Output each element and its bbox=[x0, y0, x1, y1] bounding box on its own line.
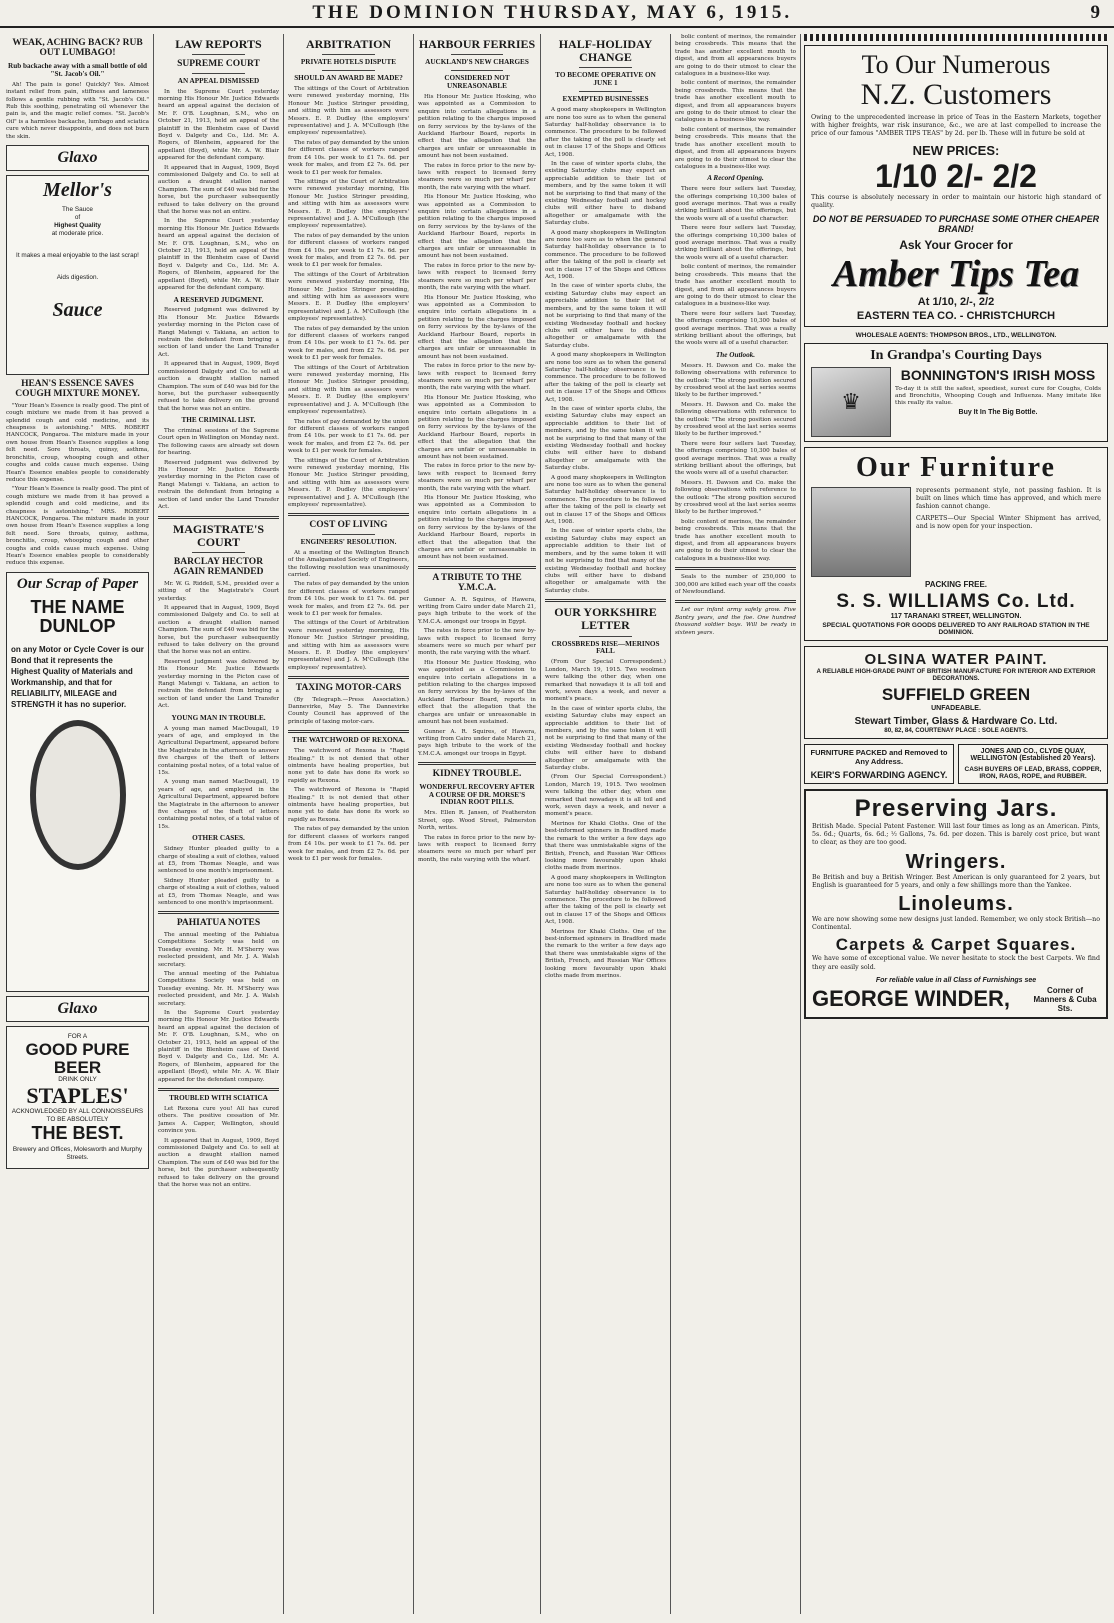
article-para: It appeared that in August, 1909, Boyd commissioned Dalgety and Co. to sell at auction a draught stallion named Champion. The sum of £40 was bid for the horse, but the purchaser subsequently refused to take delivery on the ground that the horse was not an entire. bbox=[158, 361, 279, 412]
hean-headline: HEAN'S ESSENCE SAVES COUGH MIXTURE MONEY. bbox=[15, 378, 140, 400]
article-para: In the case of winter sports clubs, the existing Saturday clubs may expect an appreciable addition to their list of members, and by the same token it will not be surprising to find that many of the existing Wednesday football and hockey clubs will either have to disband altogether or amalgamate with the Saturday clubs. bbox=[545, 283, 666, 349]
article-para: His Honour Mr. Justice Hosking, who was appointed as a Commission to enquire into certain allegations in a petition relating to the charges imposed on ferry services by the by-laws of the Auckland Harbour Board, reports in effect that the allegation that the charges are unfair or unreasonable in amount has not been sustained. bbox=[418, 659, 536, 726]
dunlop-ad bbox=[6, 572, 149, 992]
article-para: The watchword of Rexona is "Rapid Healing." It is not denied that other ointments have healing properties, but none yet to date has done its work so rapidly as Rexona. bbox=[288, 748, 409, 784]
article-head: COST OF LIVING bbox=[309, 520, 388, 531]
article-para: The rates in force prior to the new by-laws with respect to licensed ferry steamers were so much per wharf per month, the rate varying with the wharf. bbox=[418, 628, 536, 657]
article-para: In the case of winter sports clubs, the existing Saturday clubs may expect an appreciable addition to their list of members, and by the same token it will not be surprising to find that many of the existing Wednesday football and hockey clubs will either have to disband altogether or amalgamate with the Saturday clubs. bbox=[545, 405, 666, 472]
article-para: Gunner A. R. Squires, of Hawera, writing from Cairo under date March 21, pays high tribute to the work of the Y.M.C.A. amongst our troops in Egypt. bbox=[418, 596, 536, 625]
ad-body: British Made. Special Patent Fastener. Will last four times as long as an American. Pints, 5s. 6d.; Quarts, 6s. 6d.; ½ Gallons, 7s. 6d. per dozen. This is barely cost price, but want to clear, as they are too good. bbox=[812, 823, 1100, 847]
article-para: A good many shopkeepers in Wellington are none too sure as to when the general Saturday half-holiday observance is to commence. The procedure to be followed after the taking of the poll is clearly set out in clause 17 of the Shops and Offices Act, 1908. bbox=[545, 107, 666, 158]
article-head: EXEMPTED BUSINESSES bbox=[562, 95, 649, 104]
article-para: A good many shopkeepers in Wellington are none too sure as to when the general Saturday half-holiday observance is to commence. The procedure to be followed after the taking of the poll is clearly set out in clause 17 of the Shops and Offices Act, 1908. bbox=[545, 874, 666, 926]
article-para: The rates of pay demanded by the union for different classes of workers ranged from £4 10s. per week to £1 7s. 6d. per week for males, and from £2 7s. 6d. per week to £1 per week for females. bbox=[288, 826, 409, 862]
column-2 bbox=[158, 34, 279, 1614]
ad-title: Our Furniture bbox=[856, 452, 1056, 484]
eastern-tea-co: EASTERN TEA CO. - CHRISTCHURCH bbox=[856, 310, 1056, 323]
beer-line: GOOD PURE BEER bbox=[25, 1039, 130, 1077]
glaxo-logo: Glaxo bbox=[57, 148, 98, 166]
article-para: His Honour Mr. Justice Hosking, who was appointed as a Commission to enquire into certain allegations in a petition relating to the charges imposed on ferry services by the by-laws of the Auckland Harbour Board, reports in effect that the allegation that the charges are unfair or unreasonable in amount has not been sustained. bbox=[418, 93, 536, 160]
hean-body-cont: "Your Hean's Essence is really good. The pint of cough mixture we made from it has proved a splendid cough and cold medicine, and its cheapness is astonishing." MRS. ROBERT HANCOCK, Pongaroa. The mixture made in your own house from Hean's Essence supplies a long felt need. Sore throats, quinsy, asthma, bronchitis, croup, whooping cough and other coughs and colds cause much expense. Using Hean's Essence enables people to considerably reduce this expense. bbox=[6, 486, 149, 567]
mellor-line: at moderate price. bbox=[51, 229, 104, 237]
mellor-line: of bbox=[74, 213, 81, 221]
article-para: His Honour Mr. Justice Hosking, who was appointed as a Commission to enquire into certain allegations in a petition relating to the charges imposed on ferry services by the by-laws of the Auckland Harbour Board, reports in effect that the allegation that the charges are unfair or unreasonable in amount has not been sustained. bbox=[418, 194, 536, 260]
column-6 bbox=[675, 34, 796, 1614]
article-para: (From Our Special Correspondent.) London, March 19, 1915. Two woolmen were talking the other day, when one remarked that nowadays it is all toil and work, seven days a week, and never a moment's peace. bbox=[545, 659, 666, 703]
article-para: The rates of pay demanded by the union for different classes of workers ranged from £4 10s. per week to £1 7s. 6d. per week for males, and from £2 7s. 6d. per week to £1 per week for females. bbox=[288, 418, 409, 455]
article-head: THE CRIMINAL LIST. bbox=[181, 416, 256, 425]
stewart-address: 80, 82, 84, COURTENAY PLACE : SOLE AGENTS. bbox=[884, 727, 1028, 735]
wholesale-agents: WHOLESALE AGENTS: THOMPSON BROS., LTD., WELLINGTON. bbox=[855, 332, 1057, 340]
ad-title: Preserving Jars. bbox=[854, 795, 1058, 823]
mellor-line: The Sauce bbox=[62, 205, 93, 213]
beer-footer: Brewery and Offices, Molesworth and Murphy Streets. bbox=[12, 1146, 143, 1162]
article-para: Mr. W. G. Riddell, S.M., presided over a sitting of the Magistrate's Court yesterday. bbox=[158, 580, 279, 602]
glaxo-ad bbox=[6, 145, 149, 171]
article-para: There were four sellers last Tuesday, the offerings comprising 10,300 bales of good average merinos. That was a really striking brilliant about the offerings, but the wools were all of a useful character. bbox=[675, 186, 796, 222]
article-head: AN APPEAL DISMISSED bbox=[177, 76, 260, 85]
article-para: (By Telegraph.—Press Association.) Dannevirke, May 5. The Dannevirke County Council has approved of the principle of taxing motor-cars. bbox=[288, 696, 409, 725]
article-para: The rates in force prior to the new by-laws with respect to licensed ferry steamers were so much per wharf per month, the rate varying with the wharf. bbox=[418, 162, 536, 191]
article-para: Reserved judgment was delivered by His Honour Mr. Justice Edwards yesterday morning in the Picton case of Rangi Matengi v. Takiana, an action to restrain the defendant from bringing a section of land under the Land Transfer Act. bbox=[158, 459, 279, 511]
hean-body: "Your Hean's Essence is really good. The pint of cough mixture we made from it has proved a splendid cough and cold medicine, and its cheapness is astonishing." MRS. ROBERT HANCOCK, Pongaroa. The mixture made in your own house from Hean's Essence supplies a long felt need. Sore throats, quinsy, asthma, bronchitis, croup, whooping cough and other coughs and colds cause much expense. Using Hean's Essence enables people to considerably reduce this expense. bbox=[6, 402, 149, 483]
article-para: There were four sellers last Tuesday, the offerings comprising 10,300 bales of good average merinos. That was a really striking brilliant about the offerings, but the wools were all of a useful character. bbox=[675, 225, 796, 261]
ad-title: Linoleums. bbox=[898, 893, 1014, 916]
article-head: BARCLAY HECTOR AGAIN REMANDED bbox=[173, 556, 264, 578]
article-para: A good many shopkeepers in Wellington are none too sure as to when the general Saturday half-holiday observance is to commence. The procedure to be followed after the taking of the poll is clearly set out in clause 17 of the Shops and Offices Act, 1908. bbox=[545, 474, 666, 526]
small-ads-row bbox=[804, 744, 1108, 784]
ad-body: Owing to the unprecedented increase in price of Teas in the Eastern Markets, together with higher freights, war risk insurance, &c., we are at last compelled to increase the price of our famous "AMBER TIPS TEAS" by 2d. per lb. These will in future be sold at bbox=[811, 114, 1101, 138]
amber-prices: At 1/10, 2/-, 2/2 bbox=[917, 296, 995, 309]
article-para: His Honour Mr. Justice Hosking, who was appointed as a Commission to enquire into certain allegations in a petition relating to the charges imposed on ferry services by the by-laws of the Auckland Harbour Board, reports in effect that the allegation that the charges are unfair or unreasonable in amount has not been sustained. bbox=[418, 294, 536, 360]
ad-title: In Grandpa's Courting Days bbox=[870, 348, 1042, 364]
ad-warning: DO NOT BE PERSUADED TO PURCHASE SOME OTHER CHEAPER BRAND! bbox=[812, 214, 1100, 235]
article-para: Let our infant army safely grow. Five Bantry years, and the foe. One hundred thousand soldier boys. Will be ready in sixteen years. bbox=[675, 607, 796, 636]
ad-body: CARPETS—Our Special Winter Shipment has arrived, and is now open for your inspection. bbox=[916, 514, 1101, 530]
article-para: Messrs. H. Dawson and Co. make the following observations with reference to the outlook: "The strong position secured by crossbred wool at the last series seems likely to be further improved." bbox=[675, 479, 796, 516]
column-rule bbox=[413, 34, 414, 1614]
column-rule bbox=[153, 34, 154, 1614]
article-para: The rates in force prior to the new by-laws with respect to licensed ferry steamers were so much per wharf per month, the rate varying with the wharf. bbox=[418, 363, 536, 392]
furniture-illustration bbox=[811, 487, 911, 577]
column-5 bbox=[545, 34, 666, 1614]
section-head: HALF-HOLIDAY CHANGE bbox=[558, 37, 653, 65]
article-para: Reserved judgment was delivered by His Honour Mr. Justice Edwards yesterday morning in the Picton case of Rangi Matengi v. Takiana, an action to restrain the defendant from bringing a section of land under the Land Transfer Act. bbox=[158, 658, 279, 710]
ssw-quote: SPECIAL QUOTATIONS FOR GOODS DELIVERED TO ANY RAILROAD STATION IN THE DOMINION. bbox=[822, 622, 1090, 637]
article-head: A TRIBUTE TO THE Y.M.C.A. bbox=[432, 572, 522, 594]
article-para: The annual meeting of the Pahiatua Competitions Society was held on Tuesday evening. Mr. H. M'Sherry was reelected president, and Mr. J. A. Walsh secretary. bbox=[158, 931, 279, 968]
new-prices-label: NEW PRICES: bbox=[912, 142, 1000, 158]
article-head: AUCKLAND'S NEW CHARGES bbox=[425, 58, 529, 67]
article-para: His Honour Mr. Justice Hosking, who was appointed as a Commission to enquire into certain allegations in a petition relating to the charges imposed on ferry services by the by-laws of the Auckland Harbour Board, reports in effect that the allegation that the charges are unfair or unreasonable in amount has not been sustained. bbox=[418, 495, 536, 561]
ad-body: CASH BUYERS OF LEAD, BRASS, COPPER, IRON, RAGS, ROPE, and RUBBER. bbox=[964, 766, 1102, 781]
article-para: At a meeting of the Wellington Branch of the Amalgamated Society of Engineers, the following resolution was unanimously carried. bbox=[288, 549, 409, 578]
olsina-ad bbox=[804, 646, 1108, 739]
newspaper-title: THE DOMINION THURSDAY, MAY 6, 1915. bbox=[312, 2, 793, 23]
article-para: bolic content of merinos, the remainder being crossbreds. This means that the trade has another excellent mouth to digest, and from all appearances buyers are going to do their utmost to clear the catalogues in a business-like way. bbox=[675, 80, 796, 124]
beer-line: THE BEST. bbox=[31, 1122, 124, 1143]
ad-body: represents permanent style, not passing fashion. It is built on lines which time has approved, and which mere fashion cannot change. bbox=[916, 487, 1101, 511]
article-para: In the Supreme Court yesterday morning His Honour Mr. Justice Edwards heard an appeal against the decision of Mr. F. O'B. Loughnan, S.M., who on October 21, 1913, held an appeal of the plaintiff in the Blenheim case of David Boyd v. Dalgety and Co., Ltd. Mr. A. Rogers, of Blenheim, appeared for the appellant (Boyd), while Mr. A. W. Blair appeared for the defendant company. bbox=[158, 218, 279, 292]
ad-body: Be British and buy a British Wringer. Best American is only guaranteed for 2 years, but English is guaranteed for 5 years, and only a few shillings more than the Yankee. bbox=[812, 873, 1100, 889]
sauce-logo: Sauce bbox=[52, 298, 103, 321]
ssw-logo: S. S. WILLIAMS Co. Ltd. bbox=[836, 591, 1076, 613]
article-head: OUR YORKSHIRE LETTER bbox=[554, 605, 657, 633]
ad-body: We have some of exceptional value. We never hesitate to stock the best Carpets. We find they are easily sold. bbox=[812, 955, 1100, 971]
column-4 bbox=[418, 34, 536, 1614]
beer-line: DRINK ONLY bbox=[58, 1076, 97, 1084]
section-subhead: SUPREME COURT bbox=[177, 59, 260, 70]
section-head: LAW REPORTS bbox=[175, 37, 262, 51]
article-para: The watchword of Rexona is "Rapid Healing." It is not denied that other ointments have healing properties, but none yet to date has done its work so rapidly as Rexona. bbox=[288, 787, 409, 823]
ad-title: Carpets & Carpet Squares. bbox=[835, 935, 1077, 955]
article-para: The rates in force prior to the new by-laws with respect to licensed ferry steamers were so much per wharf per month, the rate varying with the wharf. bbox=[418, 834, 536, 863]
masthead bbox=[0, 0, 1114, 28]
ad-ask: Ask Your Grocer for bbox=[899, 238, 1013, 253]
article-para: Messrs. H. Dawson and Co. make the following observations with reference to the outlook: "The strong position secured by crossbred wool at the last series seems likely to be further improved." bbox=[675, 362, 796, 399]
article-para: The rates in force prior to the new by-laws with respect to licensed ferry steamers were so much per wharf per month, the rate varying with the wharf. bbox=[418, 463, 536, 492]
article-para: Messrs. H. Dawson and Co. make the following observations with reference to the outlook: "The strong position secured by crossbred wool at the last series seems likely to be further improved." bbox=[675, 401, 796, 438]
staples-beer-ad bbox=[6, 1026, 149, 1170]
glaxo-ad-2 bbox=[6, 996, 149, 1022]
article-para: The rates of pay demanded by the union for different classes of workers ranged from £4 10s. per week to £1 7s. 6d. per week for males, and from £2 7s. 6d. per week to £1 per week for females. bbox=[288, 581, 409, 617]
tyre-image bbox=[30, 720, 126, 870]
ad-title: SUFFIELD GREEN bbox=[881, 685, 1031, 705]
article-head: OTHER CASES. bbox=[192, 834, 245, 843]
article-head: PAHIATUA NOTES bbox=[176, 918, 261, 929]
article-para: Let Rexona cure you! All has cured others. The positive cessation of Mr. James A. Capper, Wellington, should convince you. bbox=[158, 1105, 279, 1135]
amber-tips-ad bbox=[804, 45, 1108, 327]
article-para: Sidney Hunter pleaded guilty to a charge of stealing a suit of clothes, valued at £5, from Thomas Neagle, and was sentenced to one month's imprisonment. bbox=[158, 846, 279, 875]
article-para: In the Supreme Court yesterday morning His Honour Mr. Justice Edwards heard an appeal against the decision of Mr. F. O'B. Loughnan, S.M., who on October 21, 1913, held an appeal of the plaintiff in the Blenheim case of David Boyd v. Dalgety and Co., Ltd. Mr. A. Rogers, of Blenheim, appeared for the appellant (Boyd), while Mr. A. W. Blair appeared for the defendant company. bbox=[158, 88, 279, 162]
article-head: The Outlook. bbox=[715, 350, 756, 359]
column-rule bbox=[540, 34, 541, 1614]
article-para: In the case of winter sports clubs, the existing Saturday clubs may expect an appreciable addition to their list of members, and by the same token it will not be surprising to find that many of the existing Wednesday football and hockey clubs will either have to disband altogether or amalgamate with the Saturday clubs. bbox=[545, 160, 666, 227]
right-ad-column bbox=[804, 34, 1108, 1614]
ad-title: To Our Numerous bbox=[861, 50, 1051, 79]
ssw-address: 117 TARANAKI STREET, WELLINGTON. bbox=[890, 613, 1022, 621]
article-para: Merinos for Khaki Cloths. One of the best-informed spinners in Bradford made the remark to the writer a few days ago that there was unmistakable signs of the British, French, and Russian War Offices looking more favourably upon khaki cloths made from merinos. bbox=[545, 928, 666, 980]
bonnington-ad bbox=[804, 343, 1108, 442]
article-para: (From Our Special Correspondent.) London, March 19, 1915. Two woolmen were talking the other day, when one remarked that nowadays it is all toil and work, seven days a week, and never a moment's peace. bbox=[545, 774, 666, 818]
mellor-ad bbox=[6, 175, 149, 375]
ad-subhead: Rub backache away with a small bottle of old "St. Jacob's Oil." bbox=[8, 61, 147, 78]
article-head: TO BECOME OPERATIVE ON JUNE 1 bbox=[555, 71, 656, 88]
page-number: 9 bbox=[1090, 2, 1100, 23]
article-para: In the case of winter sports clubs, the existing Saturday clubs may expect an appreciable addition to their list of members, and by the same token it will not be surprising to find that many of the existing Wednesday football and hockey clubs will either have to disband altogether or amalgamate with the Saturday clubs. bbox=[545, 528, 666, 594]
article-head: YOUNG MAN IN TROUBLE. bbox=[171, 713, 266, 722]
bonnington-logo: BONNINGTON'S IRISH MOSS bbox=[900, 367, 1096, 384]
furniture-packing-ad bbox=[804, 744, 954, 784]
furniture-ad bbox=[804, 447, 1108, 641]
ad-title: Wringers. bbox=[905, 850, 1007, 873]
article-para: A young man named MacDougall, 19 years of age, and employed in the Agricultural Department, appeared before the Magistrate in the afternoon to answer five charges of the theft of letters containing postal notes, of a total value of 15s. bbox=[158, 725, 279, 777]
article-para: Mrs. Ellen R. Jansen, of Featherston Street, opp. Wood Street, Palmerston North, writes. bbox=[418, 810, 536, 832]
article-para: The rates of pay demanded by the union for different classes of workers ranged from £4 10s. per week to £1 7s. 6d. per week for males, and from £2 7s. 6d. per week to £1 per week for females. bbox=[288, 232, 409, 269]
ad-body: UNFADEABLE. bbox=[931, 705, 981, 713]
ad-body: Ah! The pain is gone! Quickly? Yes. Almost instant relief from pain, stiffness and lameness follows a gentle rubbing with "St. Jacob's Oil." Rub this soothing, penetrating oil whenever the pain is, and the magic relief comes. "St. Jacob's Oil" is a harmless backache, lumbago and sciatica cure which never disappoints, and does not burn the skin. bbox=[6, 81, 149, 140]
article-head: SHOULD AN AWARD BE MADE? bbox=[294, 74, 403, 83]
article-para: bolic content of merinos, the remainder being crossbreds. This means that the trade has another excellent mouth to digest, and from all appearances buyers are going to do their utmost to clear the catalogues in a business-like way. bbox=[675, 126, 796, 170]
winder-ad bbox=[804, 789, 1108, 1019]
mellor-line: It makes a meal enjoyable to the last scrap! bbox=[16, 251, 139, 259]
article-para: The sittings of the Court of Arbitration were renewed yesterday morning, His Honour Mr. Justice Stringer presiding, and sitting with him as assessors were Messrs. E. P. Dudley (the employers' representative) and J. A. M'Cullough (the employees' representative). bbox=[288, 178, 409, 230]
article-para: Gunner A. R. Squires, of Hawera, writing from Cairo under date March 21, pays high tribute to the work of the Y.M.C.A. amongst our troops in Egypt. bbox=[418, 728, 536, 757]
ad-headline: WEAK, ACHING BACK? RUB OUT LUMBAGO! bbox=[12, 38, 143, 59]
article-head: WONDERFUL RECOVERY AFTER A COURSE OF DR. MORSE'S INDIAN ROOT PILLS. bbox=[419, 782, 535, 807]
article-para: His Honour Mr. Justice Hosking, who was appointed as a Commission to enquire into certain allegations in a petition relating to the charges imposed on ferry services by the by-laws of the Auckland Harbour Board, reports in effect that the allegation that the charges are unfair or unreasonable in amount has not been sustained. bbox=[418, 394, 536, 461]
article-head: PRIVATE HOTELS DISPUTE bbox=[300, 58, 397, 67]
jones-ad bbox=[958, 744, 1108, 784]
ad-title: OLSINA WATER PAINT. bbox=[864, 651, 1048, 669]
article-para: Sidney Hunter pleaded guilty to a charge of stealing a suit of clothes, valued at £5, from Thomas Neagle, and was sentenced to one month's imprisonment. bbox=[158, 877, 279, 907]
article-para: The rates of pay demanded by the union for different classes of workers ranged from £4 10s. per week to £1 7s. 6d. per week for males, and from £2 7s. 6d. per week to £1 per week for females. bbox=[288, 139, 409, 176]
article-para: A good many shopkeepers in Wellington are none too sure as to when the general Saturday half-holiday observance is to commence. The procedure to be followed after the taking of the poll is clearly set out in clause 17 of the Shops and Offices Act, 1908. bbox=[545, 229, 666, 281]
article-para: The rates of pay demanded by the union for different classes of workers ranged from £4 10s. per week to £1 7s. 6d. per week for males, and from £2 7s. 6d. per week to £1 per week for females. bbox=[288, 325, 409, 362]
column-rule bbox=[283, 34, 284, 1614]
ad-body: We are now showing some new designs just landed. Remember, we only stock British—no Continental. bbox=[812, 916, 1100, 932]
article-para: It appeared that in August, 1909, Boyd commissioned Dalgety and Co. to sell at auction a draught stallion named Champion. The sum of £40 was bid for the horse, but the purchaser subsequently refused to take delivery on the ground that the horse was not an entire. bbox=[158, 164, 279, 216]
winder-address: Corner of Manners & Cuba Sts. bbox=[1033, 985, 1097, 1013]
column-rule bbox=[670, 34, 671, 1614]
article-para: In the Supreme Court yesterday morning His Honour Mr. Justice Edwards heard an appeal against the decision of Mr. F. O'B. Loughnan, S.M., who on October 21, 1913, held an appeal of the plaintiff in the Blenheim case of David Boyd v. Dalgety and Co., Ltd. Mr. A. Rogers, of Blenheim, appeared for the appellant (Boyd), while Mr. A. W. Blair appeared for the defendant company. bbox=[158, 1009, 279, 1083]
article-para: The sittings of the Court of Arbitration were renewed yesterday morning, His Honour Mr. Justice Stringer presiding, and sitting with him as assessors were Messrs. E. P. Dudley (the employers' representative) and J. A. M'Cullough (the employees' representative). bbox=[288, 86, 409, 137]
column-3 bbox=[288, 34, 409, 1614]
article-para: bolic content of merinos, the remainder being crossbreds. This means that the trade has another excellent mouth to digest, and from all appearances buyers are going to do their utmost to clear the catalogues in a business-like way. bbox=[675, 34, 796, 78]
article-para: Seals to the number of 250,000 to 300,000 are killed each year off the coasts of Newfoundland. bbox=[675, 574, 796, 596]
article-para: A young man named MacDougall, 19 years of age, and employed in the Agricultural Department, appeared before the Magistrate in the afternoon to answer five charges of the theft of letters containing postal notes, of a total value of 15s. bbox=[158, 779, 279, 830]
beer-brand: STAPLES' bbox=[26, 1083, 129, 1109]
article-head: CROSSBREDS RISE—MERINOS FALL bbox=[551, 639, 660, 656]
article-para: There were four sellers last Tuesday, the offerings comprising 10,300 bales of good average merinos. That was a really striking brilliant about the offerings, but the wools were all of a useful character. bbox=[675, 440, 796, 477]
beer-line: ACKNOWLEDGED BY ALL CONNOISSEURS TO BE ABSOLUTELY bbox=[11, 1107, 144, 1123]
article-head: THE WATCHWORD OF REXONA. bbox=[292, 736, 405, 745]
ad-title: N.Z. Customers bbox=[860, 78, 1052, 111]
mellor-line: Highest Quality bbox=[54, 221, 101, 229]
column-rule bbox=[800, 34, 801, 1614]
article-para: The criminal sessions of the Supreme Court open in Wellington on Monday next. The following cases are already set down for hearing. bbox=[158, 428, 279, 457]
article-para: The sittings of the Court of Arbitration were renewed yesterday morning, His Honour Mr. Justice Stringer presiding, and sitting with him as assessors were Messrs. E. P. Dudley (the employers' representative) and J. A. M'Cullough (the employees' representative). bbox=[288, 364, 409, 416]
lady-illustration: ♛ bbox=[811, 367, 891, 437]
section-head: HARBOUR FERRIES bbox=[418, 37, 536, 51]
mellor-line: Aids digestion. bbox=[56, 273, 99, 281]
dunlop-body: on any Motor or Cycle Cover is our Bond that it represents the Highest Quality of Materials and Workmanship, and that for RELIABILITY, MILEAGE and STRENGTH it has no superior. bbox=[11, 644, 144, 709]
amber-tips-logo: Amber Tips Tea bbox=[832, 253, 1080, 296]
prices: 1/10 2/- 2/2 bbox=[875, 157, 1037, 194]
article-head: A RESERVED JUDGMENT. bbox=[173, 295, 264, 304]
ad-body: A RELIABLE HIGH-GRADE PAINT OF BRITISH MANUFACTURE FOR INTERIOR AND EXTERIOR DECORATIONS. bbox=[816, 668, 1096, 683]
article-head: TROUBLED WITH SCIATICA bbox=[169, 1094, 268, 1103]
dunlop-scrap-title: Our Scrap of Paper bbox=[16, 575, 139, 592]
article-head: ENGINEERS' RESOLUTION. bbox=[300, 537, 397, 546]
ad-title: FURNITURE PACKED and Removed to Any Address. bbox=[810, 748, 948, 767]
article-head: A Record Opening. bbox=[707, 174, 764, 183]
beer-line: FOR A bbox=[67, 1032, 88, 1040]
mellor-logo: Mellor's bbox=[43, 178, 112, 201]
ad-tag: Buy It In The Big Bottle. bbox=[958, 409, 1038, 417]
article-para: Reserved judgment was delivered by His Honour Mr. Justice Edwards yesterday morning in the Picton case of Rangi Matengi v. Takiana, an action to restrain the defendant from bringing a section of land under the Land Transfer Act. bbox=[158, 307, 279, 358]
article-para: In the case of winter sports clubs, the existing Saturday clubs may expect an appreciable addition to their list of members, and by the same token it will not be surprising to find that many of the existing Wednesday football and hockey clubs will either have to disband altogether or amalgamate with the Saturday clubs. bbox=[545, 705, 666, 772]
article-para: bolic content of merinos, the remainder being crossbreds. This means that the trade has another excellent mouth to digest, and from all appearances buyers are going to do their utmost to clear the catalogues in a business-like way. bbox=[675, 264, 796, 308]
keir-logo: KEIR'S FORWARDING AGENCY. bbox=[810, 770, 948, 781]
article-para: The annual meeting of the Pahiatua Competitions Society was held on Tuesday evening. Mr. H. M'Sherry was reelected president, and Mr. J. A. Walsh secretary. bbox=[158, 970, 279, 1007]
glaxo-logo: Glaxo bbox=[57, 999, 98, 1017]
article-para: The sittings of the Court of Arbitration were renewed yesterday morning, His Honour Mr. Justice Stringer presiding, and sitting with him as assessors were Messrs. E. P. Dudley (the employers' representative) and J. A. M'Cullough (the employees' representative). bbox=[288, 457, 409, 508]
dunlop-name: THE NAME DUNLOP bbox=[30, 596, 125, 636]
article-para: bolic content of merinos, the remainder being crossbreds. This means that the trade has another excellent mouth to digest, and from all appearances buyers are going to do their utmost to clear the catalogues in a business-like way. bbox=[675, 518, 796, 562]
ad-body: This course is absolutely necessary in order to maintain our historic high standard of quality. bbox=[811, 193, 1101, 209]
ad-tag: PACKING FREE. bbox=[924, 580, 988, 590]
stewart-logo: Stewart Timber, Glass & Hardware Co. Ltd. bbox=[854, 716, 1058, 728]
article-para: The sittings of the Court of Arbitration were renewed yesterday morning, His Honour Mr. Justice Stringer presiding, and sitting with him as assessors were Messrs. E. P. Dudley (the employers' representative) and J. A. M'Cullough (the employees' representative). bbox=[288, 620, 409, 671]
article-para: It appeared that in August, 1909, Boyd commissioned Dalgety and Co. to sell at auction a draught stallion named Champion. The sum of £40 was bid for the horse, but the purchaser subsequently refused to take delivery on the ground that the horse was not an entire. bbox=[158, 604, 279, 656]
article-para: A good many shopkeepers in Wellington are none too sure as to when the general Saturday half-holiday observance is to commence. The procedure to be followed after the taking of the poll is clearly set out in clause 17 of the Shops and Offices Act, 1908. bbox=[545, 352, 666, 403]
article-para: The rates in force prior to the new by-laws with respect to licensed ferry steamers were so much per wharf per month, the rate varying with the wharf. bbox=[418, 262, 536, 292]
ad-body: To-day it is still the safest, speediest, surest cure for Coughs, Colds and Bronchitis, Whooping Cough and Influenza. Many imitate like this really its value. bbox=[895, 386, 1101, 407]
ad-title: JONES AND CO., CLYDE QUAY, WELLINGTON (Established 20 Years). bbox=[970, 748, 1096, 763]
article-para: The sittings of the Court of Arbitration were renewed yesterday morning, His Honour Mr. Justice Stringer presiding, and sitting with him as assessors were Messrs. E. P. Dudley (the employers' representative) and J. A. M'Cullough (the employees' representative). bbox=[288, 271, 409, 323]
article-para: It appeared that in August, 1909, Boyd commissioned Dalgety and Co. to sell at auction a draught stallion named Champion. The sum of £40 was bid for the horse, but the purchaser subsequently refused to take delivery on the ground that the horse was not an entire. bbox=[158, 1137, 279, 1188]
george-winder-logo: GEORGE WINDER, bbox=[812, 986, 1011, 1012]
article-head: TAXING MOTOR-CARS bbox=[295, 683, 402, 694]
article-head: CONSIDERED NOT UNREASONABLE bbox=[444, 74, 510, 91]
article-para: Merinos for Khaki Cloths. One of the best-informed spinners in Bradford made the remark to the writer a few days ago that there was unmistakable signs of the British, French, and Russian War Offices looking more favourably upon khaki cloths made from merinos. bbox=[545, 820, 666, 872]
section-head: MAGISTRATE'S COURT bbox=[172, 521, 265, 549]
column-1 bbox=[6, 34, 149, 1614]
article-para: There were four sellers last Tuesday, the offerings comprising 10,300 bales of good average merinos. That was a really striking brilliant about the offerings, but the wools were all of a useful character. bbox=[675, 310, 796, 347]
ad-tag: For reliable value in all Class of Furnishings see bbox=[875, 976, 1037, 984]
section-head: ARBITRATION bbox=[305, 37, 392, 51]
article-head: KIDNEY TROUBLE. bbox=[432, 769, 522, 780]
